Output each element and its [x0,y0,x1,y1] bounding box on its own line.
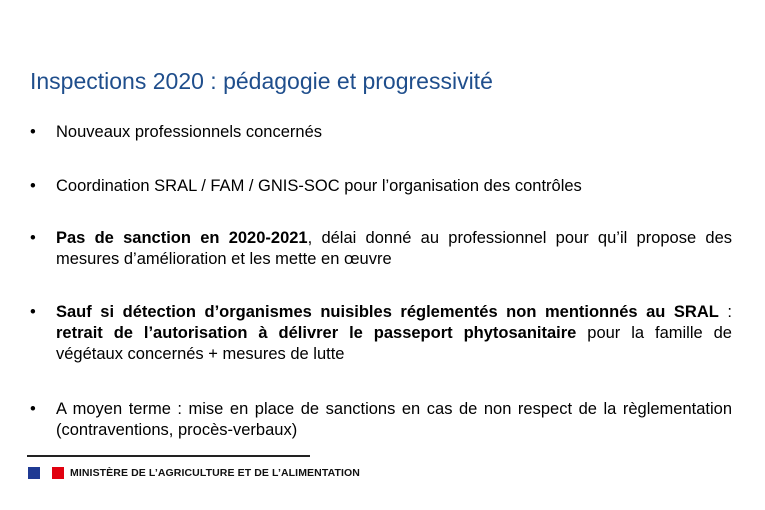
bullet-dot: • [30,303,36,321]
bullet-text: Coordination SRAL / FAM / GNIS-SOC pour l’organisation des contrôles [56,177,582,195]
ministry-name: MINISTÈRE DE L’AGRICULTURE ET DE L’ALIMENTATION [70,467,360,479]
flag-stripe [28,467,40,479]
bullet-bold-text: retrait de l’autorisation à délivrer le passeport phytosanitaire [56,324,577,342]
bullet-item [30,228,732,270]
bullet-item [30,302,732,365]
bullet-text: Sauf si détection d’organismes nuisibles réglementés non mentionnés au SRAL : retrait de l’autorisation à délivrer le passeport phytosanitaire pour la famille de végétaux concernés + mesures de lutte [56,303,732,363]
bullet-text: A moyen terme : mise en place de sanctions en cas de non respect de la règlementation (contraventions, procès-verbaux) [56,400,732,439]
ministry-logo [28,467,360,479]
bullet-dot: • [30,229,36,247]
bullet-item [30,122,732,143]
footer-divider [27,455,310,457]
bullet-bold-text: Pas de sanction en 2020-2021 [56,229,308,247]
bullet-text: Pas de sanction en 2020-2021, délai donné au professionnel pour qu’il propose des mesures d’amélioration et les mette en œuvre [56,229,732,268]
flag-stripe [40,467,52,479]
bullet-bold-text: Sauf si détection d’organismes nuisibles réglementés non mentionnés au SRAL [56,303,719,321]
slide-title: Inspections 2020 : pédagogie et progressivité [30,68,493,94]
bullet-dot: • [30,177,36,195]
flag-stripe [52,467,64,479]
bullet-text: Nouveaux professionnels concernés [56,123,322,141]
bullet-item [30,399,732,441]
french-flag-icon [28,467,64,479]
bullet-item [30,176,732,197]
bullet-dot: • [30,123,36,141]
bullet-dot: • [30,400,36,418]
